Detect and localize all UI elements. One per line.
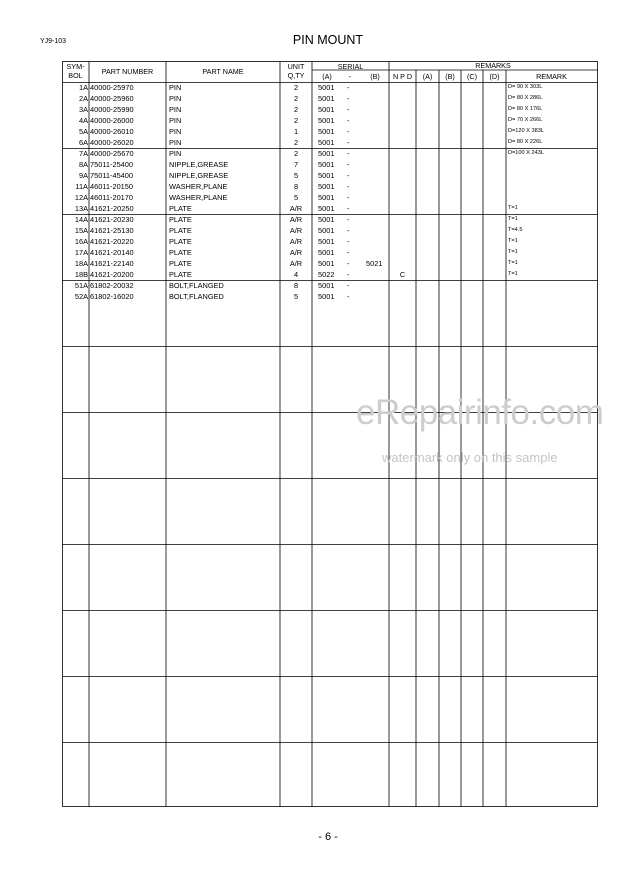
cell-part-name: PLATE [169, 237, 192, 246]
cell-npd: C [399, 270, 406, 279]
cell-serial-dash: - [347, 270, 350, 279]
cell-serial-a: 5001 [318, 83, 335, 92]
cell-qty: A/R [289, 204, 303, 213]
cell-symbol: 8A [78, 160, 88, 169]
cell-part-number: 40000-25670 [90, 149, 134, 158]
cell-symbol: 1A [78, 83, 88, 92]
header-remark: REMARK [536, 72, 567, 81]
header-symbol-bottom: BOL [68, 71, 83, 80]
cell-symbol: 12A [74, 193, 88, 202]
cell-serial-a: 5001 [318, 94, 335, 103]
cell-qty: 2 [293, 138, 299, 147]
cell-part-number: 40000-26020 [90, 138, 134, 147]
cell-part-number: 40000-25970 [90, 83, 134, 92]
document-code: YJ9-103 [40, 38, 67, 45]
cell-qty: A/R [289, 237, 303, 246]
cell-remark: D= 90 X 303L [508, 84, 543, 90]
cell-remark: T=4.5 [508, 227, 523, 233]
cell-serial-dash: - [347, 215, 350, 224]
cell-serial-a: 5022 [318, 270, 335, 279]
cell-serial-a: 5001 [318, 193, 335, 202]
cell-serial-a: 5001 [318, 292, 335, 301]
header-serial-dash: - [348, 72, 352, 81]
cell-qty: A/R [289, 226, 303, 235]
cell-serial-a: 5001 [318, 149, 335, 158]
cell-part-name: PIN [169, 94, 182, 103]
cell-remark: T=1 [508, 271, 518, 277]
cell-serial-dash: - [347, 248, 350, 257]
header-col-a: (A) [422, 72, 433, 81]
cell-part-number: 46011-20170 [90, 193, 134, 202]
cell-qty: A/R [289, 215, 303, 224]
cell-serial-a: 5001 [318, 138, 335, 147]
cell-qty: 4 [293, 270, 299, 279]
cell-part-name: PIN [169, 127, 182, 136]
cell-part-name: WASHER,PLANE [169, 182, 228, 191]
header-serial: SERIAL [337, 62, 364, 71]
cell-symbol: 11A [75, 182, 88, 191]
cell-part-number: 41621-20230 [90, 215, 134, 224]
cell-serial-dash: - [347, 226, 350, 235]
cell-remark: T=1 [508, 249, 518, 255]
cell-symbol: 5A [78, 127, 88, 136]
page-title: PIN MOUNT [292, 33, 364, 47]
cell-part-name: PLATE [169, 215, 192, 224]
cell-remark: T=1 [508, 205, 518, 211]
cell-remark: D=120 X 383L [508, 128, 544, 134]
cell-qty: 5 [293, 292, 299, 301]
cell-qty: A/R [289, 248, 303, 257]
cell-symbol: 52A [74, 292, 88, 301]
cell-qty: 2 [293, 105, 299, 114]
cell-remark: T=1 [508, 216, 518, 222]
cell-part-name: PIN [169, 116, 182, 125]
cell-serial-dash: - [347, 127, 350, 136]
header-unit-top: UNIT [287, 62, 305, 71]
cell-symbol: 16A [74, 237, 88, 246]
cell-remark: T=1 [508, 260, 518, 266]
cell-part-number: 61802-16020 [90, 292, 134, 301]
cell-symbol: 2A [78, 94, 88, 103]
cell-serial-a: 5001 [318, 248, 335, 257]
cell-serial-dash: - [347, 138, 350, 147]
cell-part-number: 40000-26010 [90, 127, 134, 136]
header-symbol-top: SYM- [66, 62, 85, 71]
cell-part-number: 40000-25960 [90, 94, 134, 103]
cell-remark: D= 70 X 266L [508, 117, 543, 123]
cell-symbol: 18A [74, 259, 88, 268]
cell-serial-a: 5001 [318, 259, 335, 268]
cell-part-name: PIN [169, 83, 182, 92]
cell-part-number: 41621-20200 [90, 270, 134, 279]
header-npd: N P D [392, 72, 413, 81]
cell-part-name: PLATE [169, 204, 192, 213]
cell-part-name: PLATE [169, 248, 192, 257]
cell-remark: D= 80 X 226L [508, 139, 543, 145]
header-part-number: PART NUMBER [101, 67, 154, 76]
cell-serial-a: 5001 [318, 204, 335, 213]
cell-part-name: BOLT,FLANGED [169, 281, 224, 290]
cell-qty: 2 [293, 94, 299, 103]
cell-part-number: 41621-20250 [90, 204, 134, 213]
cell-qty: 2 [293, 83, 299, 92]
cell-part-number: 75011-25400 [90, 160, 134, 169]
header-col-b: (B) [445, 72, 455, 81]
cell-symbol: 9A [78, 171, 88, 180]
cell-serial-dash: - [347, 237, 350, 246]
cell-qty: 2 [293, 149, 299, 158]
watermark-main: eRepairinfo.com [356, 393, 604, 432]
cell-symbol: 7A [78, 149, 88, 158]
watermark-sub: watermark only on this sample [382, 450, 558, 465]
page-number: - 6 - [318, 831, 338, 843]
cell-part-name: PIN [169, 105, 182, 114]
cell-serial-a: 5001 [318, 160, 335, 169]
cell-serial-a: 5001 [318, 105, 335, 114]
cell-part-number: 61802-20032 [90, 281, 134, 290]
cell-serial-dash: - [347, 116, 350, 125]
cell-part-name: PLATE [169, 270, 192, 279]
cell-part-number: 40000-25990 [90, 105, 134, 114]
cell-qty: 7 [293, 160, 299, 169]
cell-remark: D= 80 X 286L [508, 95, 543, 101]
cell-part-name: WASHER,PLANE [169, 193, 228, 202]
cell-part-name: NIPPLE,GREASE [169, 171, 229, 180]
cell-serial-a: 5001 [318, 182, 335, 191]
cell-serial-dash: - [347, 171, 350, 180]
cell-qty: 2 [293, 116, 299, 125]
cell-remark: D= 80 X 176L [508, 106, 543, 112]
cell-serial-dash: - [347, 292, 350, 301]
cell-symbol: 4A [78, 116, 88, 125]
cell-symbol: 13A [74, 204, 88, 213]
cell-part-name: NIPPLE,GREASE [169, 160, 229, 169]
cell-qty: 8 [293, 182, 299, 191]
cell-serial-a: 5001 [318, 171, 335, 180]
cell-symbol: 3A [78, 105, 88, 114]
cell-part-name: PIN [169, 149, 182, 158]
cell-symbol: 15A [74, 226, 88, 235]
cell-qty: 5 [293, 193, 299, 202]
cell-part-number: 46011-20150 [90, 182, 134, 191]
cell-serial-dash: - [347, 94, 350, 103]
cell-symbol: 51A [74, 281, 88, 290]
cell-qty: A/R [289, 259, 303, 268]
cell-part-number: 41621-25130 [90, 226, 134, 235]
header-part-name: PART NAME [202, 67, 244, 76]
cell-qty: 5 [293, 171, 299, 180]
cell-serial-dash: - [347, 182, 350, 191]
cell-part-name: PIN [169, 138, 182, 147]
cell-serial-a: 5001 [318, 237, 335, 246]
cell-qty: 8 [293, 281, 299, 290]
header-unit-bottom: Q,TY [287, 71, 305, 80]
cell-serial-dash: - [347, 193, 350, 202]
cell-serial-dash: - [347, 160, 350, 169]
cell-serial-dash: - [347, 281, 350, 290]
cell-part-name: BOLT,FLANGED [169, 292, 224, 301]
cell-serial-dash: - [347, 259, 350, 268]
cell-serial-dash: - [347, 204, 350, 213]
cell-part-number: 75011-45400 [90, 171, 134, 180]
cell-serial-a: 5001 [318, 226, 335, 235]
cell-part-name: PLATE [169, 259, 192, 268]
cell-symbol: 17A [74, 248, 88, 257]
cell-remark: D=100 X 243L [508, 150, 544, 156]
header-serial-b: (B) [370, 72, 380, 81]
cell-serial-dash: - [347, 83, 350, 92]
cell-serial-a: 5001 [318, 215, 335, 224]
cell-symbol: 6A [78, 138, 88, 147]
cell-symbol: 18B [74, 270, 88, 279]
cell-serial-b: 5021 [366, 259, 383, 268]
cell-part-number: 41621-22140 [90, 259, 134, 268]
cell-part-number: 40000-26000 [90, 116, 134, 125]
header-col-d: (D) [489, 72, 500, 81]
cell-part-number: 41621-20140 [90, 248, 134, 257]
cell-serial-a: 5001 [318, 116, 335, 125]
cell-part-number: 41621-20220 [90, 237, 134, 246]
header-remarks: REMARKS [475, 61, 511, 70]
cell-serial-dash: - [347, 105, 350, 114]
cell-serial-a: 5001 [318, 281, 335, 290]
cell-serial-dash: - [347, 149, 350, 158]
cell-serial-a: 5001 [318, 127, 335, 136]
cell-part-name: PLATE [169, 226, 192, 235]
cell-remark: T=1 [508, 238, 518, 244]
header-col-c: (C) [467, 72, 477, 81]
cell-qty: 1 [293, 127, 299, 136]
cell-symbol: 14A [74, 215, 88, 224]
header-serial-a: (A) [322, 72, 332, 81]
